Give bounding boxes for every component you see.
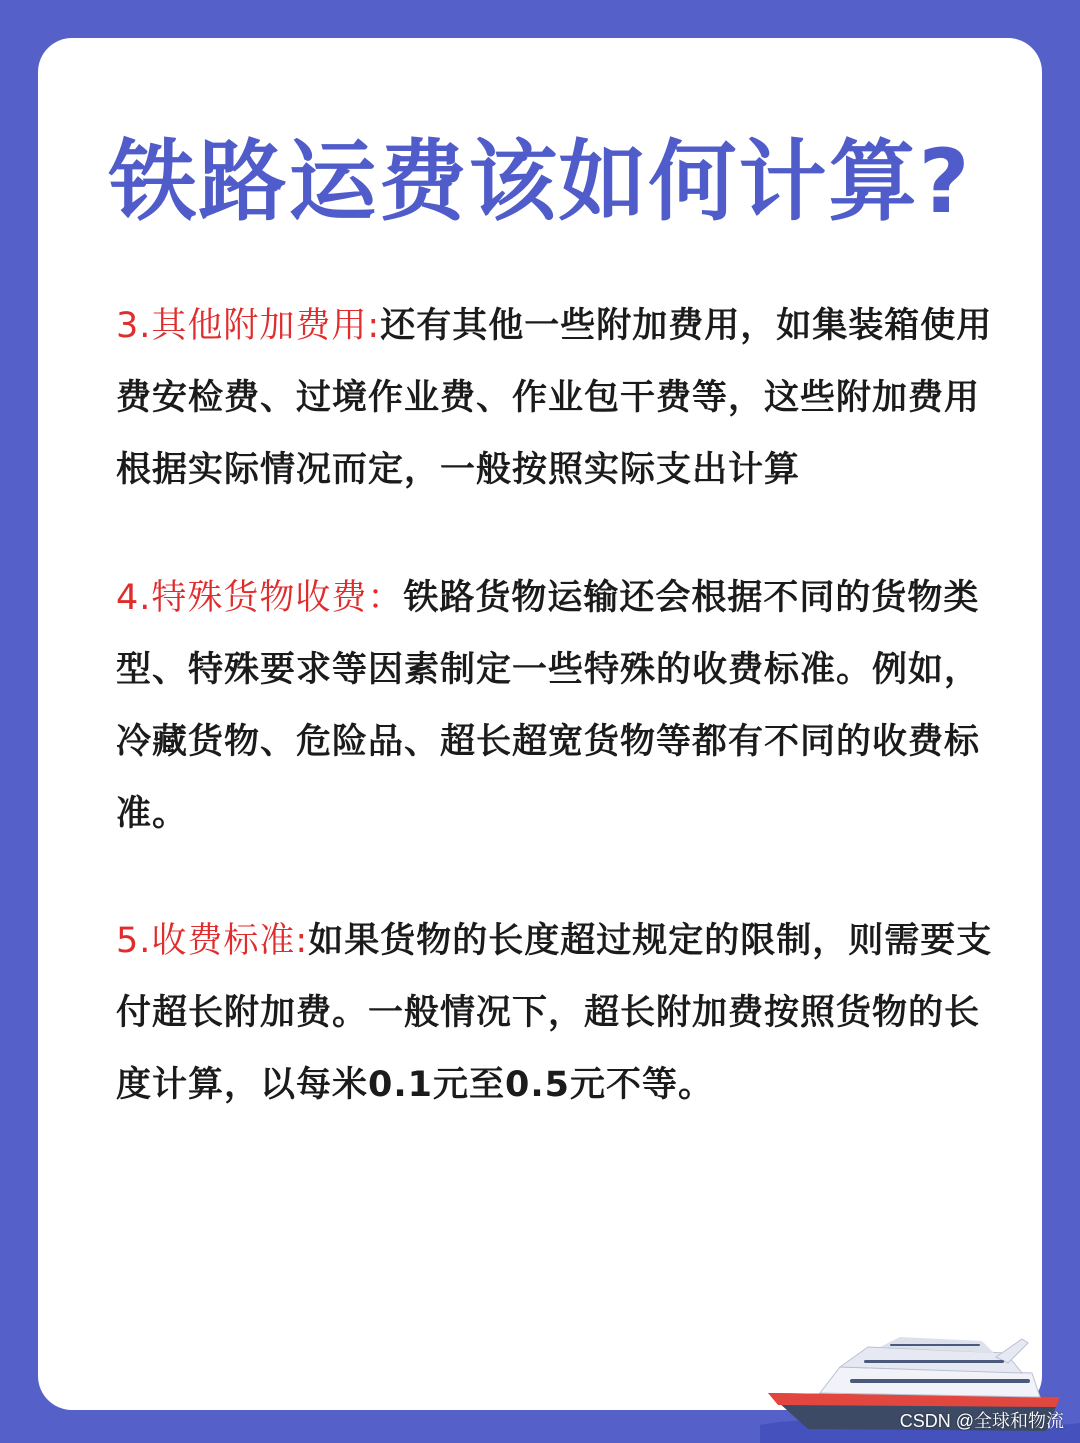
section-body: 还有其他一些附加费用，如集装箱使用费安检费、过境作业费、作业包干费等，这些附加费用根据实际情况而定，一般按照实际支出计算: [116, 306, 993, 490]
section-special-cargo: [116, 562, 996, 850]
page-title: 铁路运费该如何计算?: [108, 130, 972, 233]
section-body: 如果货物的长度超过规定的限制，则需要支付超长附加费。一般情况下，超长附加费按照货物的长度计算，以每米0.1元至0.5元不等。: [116, 921, 993, 1105]
section-label: 3.其他附加费用:: [116, 306, 381, 346]
section-body: 铁路货物运输还会根据不同的货物类型、特殊要求等因素制定一些特殊的收费标准。例如，冷藏货物、危险品、超长超宽货物等都有不同的收费标准。: [116, 578, 981, 834]
watermark: CSDN @全球和物流: [899, 1411, 1064, 1431]
content-card: [38, 38, 1042, 1410]
section-fee-standard: [116, 905, 996, 1121]
section-label: 5.收费标准:: [116, 921, 309, 961]
section-other-fees: [116, 290, 996, 506]
section-label: 4.特殊货物收费：: [116, 578, 404, 618]
